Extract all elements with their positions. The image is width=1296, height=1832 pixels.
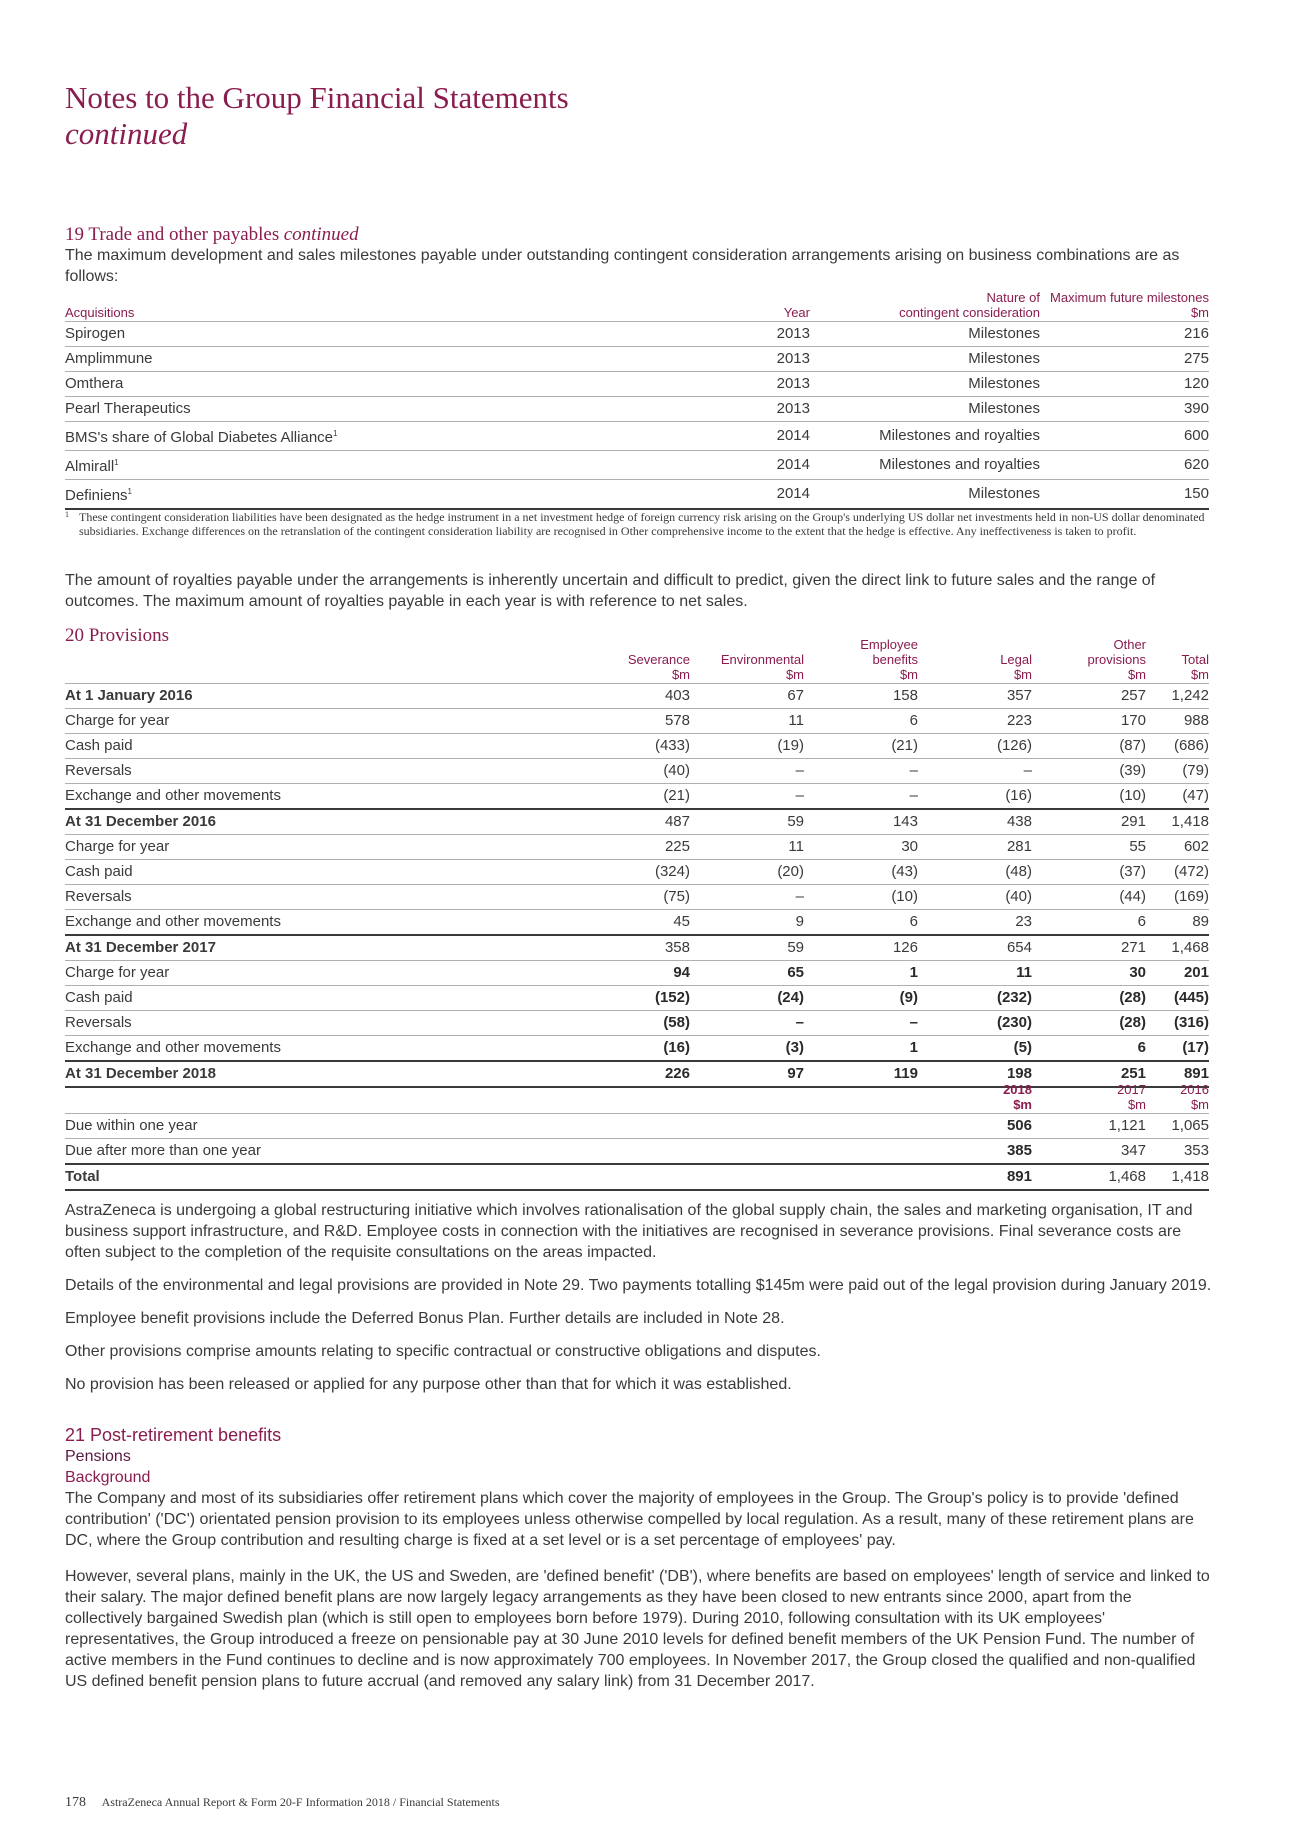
table-row <box>65 860 1209 885</box>
value-cell: 1,242 <box>1146 684 1209 709</box>
value-cell: 6 <box>804 910 918 936</box>
col-header-line <box>1146 638 1209 652</box>
acquisition-name-text: Almirall <box>65 458 115 475</box>
row-label: At 31 December 2018 <box>65 1061 545 1087</box>
col-header-line <box>690 638 804 652</box>
value-cell: 654 <box>918 935 1032 961</box>
value-cell: 94 <box>545 961 690 986</box>
acquisition-name <box>65 451 625 480</box>
value-cell: 487 <box>545 809 690 835</box>
value-cell: (24) <box>690 986 804 1011</box>
value-cell: – <box>690 759 804 784</box>
value-cell: (58) <box>545 1011 690 1036</box>
col-header-line: provisions <box>1087 652 1146 667</box>
value-cell: 988 <box>1146 709 1209 734</box>
pensions-subheading: Pensions <box>65 1448 131 1465</box>
footnote-ref: 1 <box>114 458 119 467</box>
note19-footnote <box>65 510 1205 538</box>
col-blank <box>65 637 545 684</box>
value-cell: 891 <box>1146 1061 1209 1087</box>
col-blank <box>65 1082 918 1114</box>
table-row <box>65 986 1209 1011</box>
value-cell: 602 <box>1146 835 1209 860</box>
year-cell: 2014 <box>625 480 810 510</box>
max-milestones-cell: 150 <box>1040 480 1209 510</box>
note20-paragraph: Details of the environmental and legal provisions are provided in Note 29. Two payments totalling $145m were paid out of the legal provision during January 2019. <box>65 1277 1212 1294</box>
col-year-1 <box>1032 1082 1146 1114</box>
max-milestones-cell: 216 <box>1040 322 1209 347</box>
value-cell: (28) <box>1032 986 1146 1011</box>
row-label: Charge for year <box>65 835 545 860</box>
row-label: Reversals <box>65 1011 545 1036</box>
background-subheading: Background <box>65 1469 151 1486</box>
value-cell: 438 <box>918 809 1032 835</box>
nature-cell: Milestones <box>810 480 1040 510</box>
acquisition-name <box>65 347 625 372</box>
value-cell: 6 <box>1032 1036 1146 1062</box>
year-cell: 2013 <box>625 347 810 372</box>
col-header-line: Other <box>1113 637 1146 652</box>
table-row <box>65 835 1209 860</box>
value-cell: (75) <box>545 885 690 910</box>
value-cell: (87) <box>1032 734 1146 759</box>
acquisition-name-text: Amplimmune <box>65 350 153 367</box>
value-cell: 126 <box>804 935 918 961</box>
value-cell: (232) <box>918 986 1032 1011</box>
royalties-paragraph: The amount of royalties payable under the arrangements is inherently uncertain and difficult to predict, given the direct link to future sales and the range of outcomes. The maximum amount of royalties payable in each year is with reference to net sales. <box>65 572 1156 610</box>
col-header-line: $m <box>1190 1097 1209 1112</box>
value-cell: 30 <box>1032 961 1146 986</box>
year-cell: 2014 <box>625 451 810 480</box>
col-header-line: $m <box>1190 667 1209 682</box>
value-cell: 30 <box>804 835 918 860</box>
value-cell: 358 <box>545 935 690 961</box>
value-cell: (47) <box>1146 784 1209 810</box>
acquisition-name <box>65 322 625 347</box>
note20-heading: 20 Provisions <box>65 625 169 646</box>
col-nature-line2: contingent consideration <box>899 305 1040 320</box>
table-row <box>65 451 1209 480</box>
col-header-line: $m <box>1127 1097 1146 1112</box>
value-cell: 45 <box>545 910 690 936</box>
value-cell: (48) <box>918 860 1032 885</box>
value-cell: (20) <box>690 860 804 885</box>
col-header-line <box>918 638 1032 652</box>
value-cell: 257 <box>1032 684 1146 709</box>
note20-paragraph: AstraZeneca is undergoing a global restructuring initiative which involves rationalisation of the global supply chain, the sales and marketing organisation, IT and business support infrastructure, and R&D. Employee costs in connection with the initiatives are recognised in severance provisions. Final severance costs are often subject to the completion of the requisite consultations on the areas impacted. <box>65 1202 1193 1261</box>
note20-paragraph: Employee benefit provisions include the Deferred Bonus Plan. Further details are included in Note 28. <box>65 1310 785 1327</box>
balance-row <box>65 809 1209 835</box>
col-header-line: Total <box>1181 652 1209 667</box>
col-provision-2 <box>804 637 918 684</box>
value-cell: (16) <box>918 784 1032 810</box>
value-cell: 1 <box>804 1036 918 1062</box>
col-provision-0 <box>545 637 690 684</box>
value-cell: 97 <box>690 1061 804 1087</box>
col-nature <box>810 290 1040 322</box>
col-header-line: $m <box>1127 667 1146 682</box>
nature-cell: Milestones and royalties <box>810 422 1040 451</box>
value-cell: (10) <box>804 885 918 910</box>
col-provision-5 <box>1146 637 1209 684</box>
row-label: Exchange and other movements <box>65 1036 545 1062</box>
row-label: At 1 January 2016 <box>65 684 545 709</box>
row-label: Due within one year <box>65 1114 918 1139</box>
table-row <box>65 784 1209 810</box>
col-year: Year <box>783 305 810 320</box>
value-cell: 403 <box>545 684 690 709</box>
note19-title-continued: continued <box>283 224 359 245</box>
page-number: 178 <box>65 1795 86 1810</box>
row-label: Exchange and other movements <box>65 910 545 936</box>
value-cell: (21) <box>804 734 918 759</box>
value-cell: – <box>804 784 918 810</box>
value-cell: 226 <box>545 1061 690 1087</box>
table-header-row <box>65 1082 1209 1114</box>
value-cell: 23 <box>918 910 1032 936</box>
row-label: Charge for year <box>65 961 545 986</box>
year-cell: 2013 <box>625 397 810 422</box>
value-cell: (39) <box>1032 759 1146 784</box>
acquisition-name <box>65 480 625 510</box>
value-cell: 67 <box>690 684 804 709</box>
value-cell: 578 <box>545 709 690 734</box>
value-cell: 143 <box>804 809 918 835</box>
value-cell: (21) <box>545 784 690 810</box>
value-cell: 385 <box>918 1139 1032 1165</box>
value-cell: – <box>690 885 804 910</box>
note19-heading <box>65 224 359 246</box>
row-label: Exchange and other movements <box>65 784 545 810</box>
col-header-line: Legal <box>1000 652 1032 667</box>
value-cell: (16) <box>545 1036 690 1062</box>
contingent-consideration-table <box>65 290 1209 510</box>
value-cell: (37) <box>1032 860 1146 885</box>
nature-cell: Milestones <box>810 347 1040 372</box>
value-cell: 11 <box>918 961 1032 986</box>
footer-text: AstraZeneca Annual Report & Form 20-F Information 2018 / Financial Statements <box>101 1795 500 1809</box>
table-row <box>65 372 1209 397</box>
value-cell: 89 <box>1146 910 1209 936</box>
value-cell: 1 <box>804 961 918 986</box>
note21-heading: 21 Post-retirement benefits <box>65 1425 282 1445</box>
value-cell: (686) <box>1146 734 1209 759</box>
value-cell: 11 <box>690 709 804 734</box>
nature-cell: Milestones <box>810 397 1040 422</box>
footnote-text: These contingent consideration liabilities have been designated as the hedge instrument in a net investment hedge of foreign currency risk arising on the Group's underlying US dollar net investments held in non-US dollar denominated subsidiaries. Exchange differences on the retranslation of the contingent consideration liability are recognised in Other comprehensive income to the extent that the hedge is effective. Any ineffectiveness is taken to profit. <box>79 510 1205 538</box>
value-cell: 1,418 <box>1146 1164 1209 1190</box>
row-label: Cash paid <box>65 860 545 885</box>
col-max-line2: $m <box>1190 305 1209 320</box>
acquisition-name-text: Omthera <box>65 375 124 392</box>
value-cell: 6 <box>804 709 918 734</box>
balance-row <box>65 935 1209 961</box>
note19-intro: The maximum development and sales milestones payable under outstanding contingent consideration arrangements arising on business combinations are as follows: <box>65 247 1180 285</box>
col-provision-3 <box>918 637 1032 684</box>
value-cell: 1,121 <box>1032 1114 1146 1139</box>
value-cell: (19) <box>690 734 804 759</box>
value-cell: (316) <box>1146 1011 1209 1036</box>
value-cell: 506 <box>918 1114 1032 1139</box>
max-milestones-cell: 390 <box>1040 397 1209 422</box>
row-label: Total <box>65 1164 918 1190</box>
table-row <box>65 422 1209 451</box>
col-header-line: 2016 <box>1180 1082 1209 1097</box>
table-row <box>65 1011 1209 1036</box>
table-row <box>65 885 1209 910</box>
col-year-2 <box>1146 1082 1209 1114</box>
value-cell: (169) <box>1146 885 1209 910</box>
value-cell: (17) <box>1146 1036 1209 1062</box>
value-cell: 65 <box>690 961 804 986</box>
page-subtitle: continued <box>65 116 188 151</box>
col-header-line: benefits <box>872 652 918 667</box>
value-cell: – <box>918 759 1032 784</box>
value-cell: (152) <box>545 986 690 1011</box>
acquisition-name <box>65 422 625 451</box>
col-header-line: Employee <box>860 637 918 652</box>
footnote-ref: 1 <box>333 429 338 438</box>
table-row <box>65 480 1209 510</box>
value-cell: (40) <box>545 759 690 784</box>
table-row <box>65 734 1209 759</box>
value-cell: 353 <box>1146 1139 1209 1165</box>
row-label: Reversals <box>65 885 545 910</box>
value-cell: 291 <box>1032 809 1146 835</box>
row-label: At 31 December 2017 <box>65 935 545 961</box>
value-cell: (44) <box>1032 885 1146 910</box>
table-row <box>65 759 1209 784</box>
value-cell: 281 <box>918 835 1032 860</box>
value-cell: (28) <box>1032 1011 1146 1036</box>
value-cell: 271 <box>1032 935 1146 961</box>
value-cell: 347 <box>1032 1139 1146 1165</box>
row-label: Due after more than one year <box>65 1139 918 1165</box>
table-row <box>65 1164 1209 1190</box>
table-row <box>65 1036 1209 1062</box>
value-cell: (433) <box>545 734 690 759</box>
table-row <box>65 910 1209 936</box>
note19-title: 19 Trade and other payables <box>65 224 280 245</box>
table-row <box>65 961 1209 986</box>
acquisition-name-text: Definiens <box>65 487 128 504</box>
value-cell: 55 <box>1032 835 1146 860</box>
row-label: At 31 December 2016 <box>65 809 545 835</box>
col-header-line: Severance <box>627 652 690 667</box>
table-header-row <box>65 637 1209 684</box>
nature-cell: Milestones <box>810 322 1040 347</box>
value-cell: 357 <box>918 684 1032 709</box>
col-max-line1: Maximum future milestones <box>1050 290 1209 305</box>
acquisition-name-text: Spirogen <box>65 325 126 342</box>
table-row <box>65 347 1209 372</box>
col-header-line <box>545 638 690 652</box>
note20-paragraph: Other provisions comprise amounts relating to specific contractual or constructive obligations and disputes. <box>65 1343 821 1360</box>
note20-paragraph: No provision has been released or applied for any purpose other than that for which it was established. <box>65 1376 792 1393</box>
col-header-line: $m <box>1013 1097 1032 1112</box>
row-label: Reversals <box>65 759 545 784</box>
value-cell: 59 <box>690 809 804 835</box>
acquisition-name-text: BMS's share of Global Diabetes Alliance <box>65 429 334 446</box>
col-header-line: $m <box>785 667 804 682</box>
value-cell: 198 <box>918 1061 1032 1087</box>
col-nature-line1: Nature of <box>986 290 1040 305</box>
max-milestones-cell: 620 <box>1040 451 1209 480</box>
table-row <box>65 322 1209 347</box>
provisions-due-table <box>65 1082 1209 1191</box>
value-cell: (43) <box>804 860 918 885</box>
max-milestones-cell: 275 <box>1040 347 1209 372</box>
footer <box>65 1794 500 1811</box>
col-header-line: $m <box>1013 667 1032 682</box>
value-cell: 9 <box>690 910 804 936</box>
note21-headings <box>65 1424 281 1488</box>
row-label: Cash paid <box>65 734 545 759</box>
value-cell: 891 <box>918 1164 1032 1190</box>
value-cell: (445) <box>1146 986 1209 1011</box>
col-provision-4 <box>1032 637 1146 684</box>
value-cell: (5) <box>918 1036 1032 1062</box>
table-row <box>65 1139 1209 1165</box>
value-cell: (79) <box>1146 759 1209 784</box>
value-cell: 158 <box>804 684 918 709</box>
value-cell: 119 <box>804 1061 918 1087</box>
page-title: Notes to the Group Financial Statements <box>65 80 569 115</box>
acquisition-name-text: Pearl Therapeutics <box>65 400 191 417</box>
year-cell: 2013 <box>625 322 810 347</box>
value-cell: 1,065 <box>1146 1114 1209 1139</box>
col-header-line: 2017 <box>1117 1082 1146 1097</box>
col-header-line: 2018 <box>1003 1082 1032 1097</box>
value-cell: (3) <box>690 1036 804 1062</box>
balance-row <box>65 684 1209 709</box>
value-cell: 59 <box>690 935 804 961</box>
value-cell: 201 <box>1146 961 1209 986</box>
max-milestones-cell: 600 <box>1040 422 1209 451</box>
value-cell: 1,468 <box>1146 935 1209 961</box>
value-cell: 1,468 <box>1032 1164 1146 1190</box>
col-header-line: $m <box>899 667 918 682</box>
value-cell: 6 <box>1032 910 1146 936</box>
col-header-line: Environmental <box>720 652 804 667</box>
value-cell: – <box>804 759 918 784</box>
value-cell: – <box>690 784 804 810</box>
value-cell: 1,418 <box>1146 809 1209 835</box>
max-milestones-cell: 120 <box>1040 372 1209 397</box>
note20-paragraphs <box>65 1200 1213 1407</box>
year-cell: 2014 <box>625 422 810 451</box>
footnote-ref: 1 <box>127 487 132 496</box>
table-row <box>65 709 1209 734</box>
note21-paragraph-1: The Company and most of its subsidiaries offer retirement plans which cover the majority of employees in the Group. The Group's policy is to provide 'defined contribution' ('DC') orientated pension provision to its employees unless otherwise compelled by local regulation. As a result, many of these retirement plans are DC, where the Group contribution and resulting charge is fixed at a set level or is a set percentage of employees' pay. <box>65 1490 1194 1549</box>
nature-cell: Milestones and royalties <box>810 451 1040 480</box>
row-label: Cash paid <box>65 986 545 1011</box>
year-cell: 2013 <box>625 372 810 397</box>
col-max-milestones <box>1040 290 1209 322</box>
nature-cell: Milestones <box>810 372 1040 397</box>
value-cell: 225 <box>545 835 690 860</box>
value-cell: 251 <box>1032 1061 1146 1087</box>
note21-paragraph-2: However, several plans, mainly in the UK, the US and Sweden, are 'defined benefit' ('DB'), where benefits are based on employees' length of service and linked to their salary. The major defined benefit plans are now largely legacy arrangements as they have been closed to new entrants since 2000, apart from the collectively bargained Swedish plan (which is still open to employees born before 1979). During 2010, following consultation with its UK employees' representatives, the Group introduced a freeze on pensionable pay at 30 June 2010 levels for defined benefit members of the UK Pension Fund. The number of active members in the Fund continues to decline and is now approximately 700 employees. In November 2017, the Group closed the qualified and non-qualified US defined benefit pension plans to future accrual (and removed any salary link) from 31 December 2017. <box>65 1568 1210 1690</box>
value-cell: (324) <box>545 860 690 885</box>
col-provision-1 <box>690 637 804 684</box>
table-row <box>65 397 1209 422</box>
acquisition-name <box>65 397 625 422</box>
col-header-line: $m <box>671 667 690 682</box>
footnote-mark: 1 <box>65 510 69 519</box>
value-cell: – <box>690 1011 804 1036</box>
value-cell: (472) <box>1146 860 1209 885</box>
table-row <box>65 1114 1209 1139</box>
col-year-0 <box>918 1082 1032 1114</box>
row-label: Charge for year <box>65 709 545 734</box>
provisions-table <box>65 637 1209 1088</box>
acquisition-name <box>65 372 625 397</box>
value-cell: (10) <box>1032 784 1146 810</box>
value-cell: (126) <box>918 734 1032 759</box>
value-cell: – <box>804 1011 918 1036</box>
value-cell: 11 <box>690 835 804 860</box>
col-acquisitions: Acquisitions <box>65 305 135 320</box>
value-cell: 170 <box>1032 709 1146 734</box>
value-cell: (40) <box>918 885 1032 910</box>
value-cell: (9) <box>804 986 918 1011</box>
table-header-row <box>65 290 1209 322</box>
value-cell: (230) <box>918 1011 1032 1036</box>
value-cell: 223 <box>918 709 1032 734</box>
